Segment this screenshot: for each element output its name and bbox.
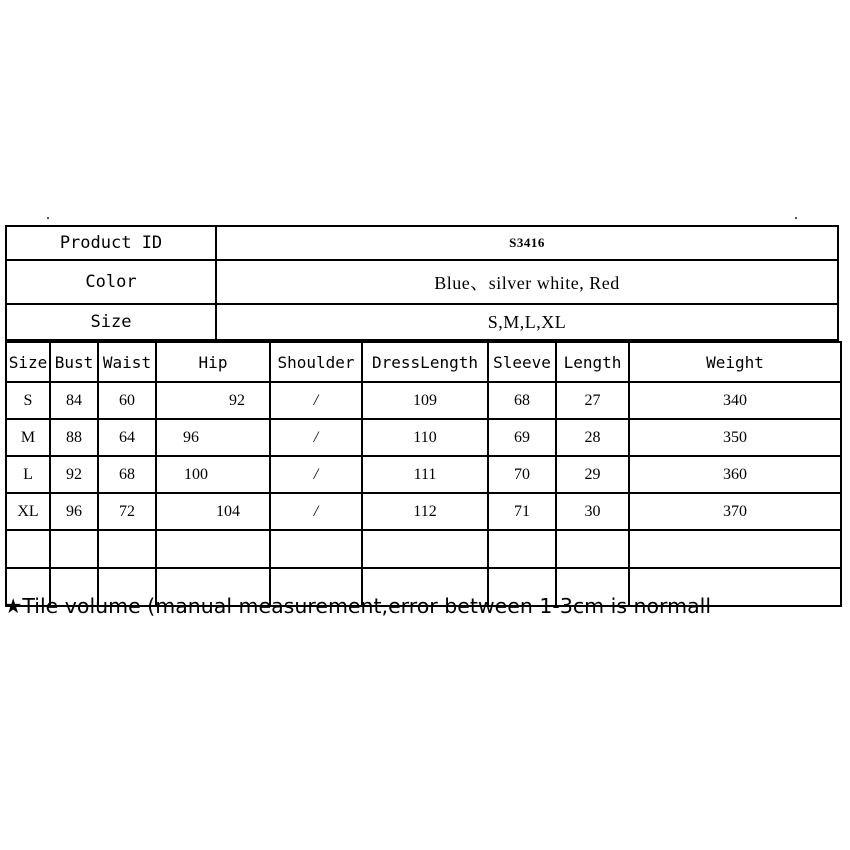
cell-bust: 88 bbox=[50, 419, 98, 456]
cell-size: XL bbox=[6, 493, 50, 530]
table-row bbox=[6, 493, 841, 530]
empty-cell bbox=[362, 530, 488, 568]
cell-size: L bbox=[6, 456, 50, 493]
header-dresslength: DressLength bbox=[362, 342, 488, 382]
size-chart-header-row bbox=[6, 342, 841, 382]
size-chart-table bbox=[5, 341, 842, 607]
cell-shoulder: / bbox=[270, 419, 362, 456]
cell-bust: 96 bbox=[50, 493, 98, 530]
header-weight: Weight bbox=[629, 342, 841, 382]
empty-cell bbox=[556, 530, 629, 568]
cell-shoulder: / bbox=[270, 382, 362, 419]
cell-waist: 72 bbox=[98, 493, 156, 530]
empty-cell bbox=[50, 530, 98, 568]
cell-length: 28 bbox=[556, 419, 629, 456]
cell-dresslength: 111 bbox=[362, 456, 488, 493]
table-row bbox=[6, 419, 841, 456]
cell-sleeve: 71 bbox=[488, 493, 556, 530]
header-length: Length bbox=[556, 342, 629, 382]
product-id-value: S3416 bbox=[216, 226, 838, 260]
cell-bust: 92 bbox=[50, 456, 98, 493]
header-size: Size bbox=[6, 342, 50, 382]
cell-dresslength: 112 bbox=[362, 493, 488, 530]
cell-bust: 84 bbox=[50, 382, 98, 419]
cell-sleeve: 68 bbox=[488, 382, 556, 419]
cell-sleeve: 70 bbox=[488, 456, 556, 493]
size-value: S,M,L,XL bbox=[216, 304, 838, 340]
header-waist: Waist bbox=[98, 342, 156, 382]
table-row bbox=[6, 382, 841, 419]
cell-waist: 68 bbox=[98, 456, 156, 493]
cell-length: 30 bbox=[556, 493, 629, 530]
empty-cell bbox=[629, 530, 841, 568]
cell-weight: 370 bbox=[629, 493, 841, 530]
empty-cell bbox=[98, 530, 156, 568]
empty-cell bbox=[6, 530, 50, 568]
cell-waist: 64 bbox=[98, 419, 156, 456]
cell-weight: 360 bbox=[629, 456, 841, 493]
empty-cell bbox=[488, 530, 556, 568]
color-value: Blue、silver white, Red bbox=[216, 260, 838, 304]
cell-dresslength: 109 bbox=[362, 382, 488, 419]
empty-row bbox=[6, 530, 841, 568]
cell-hip: 100 bbox=[156, 456, 270, 493]
cell-length: 29 bbox=[556, 456, 629, 493]
cell-dresslength: 110 bbox=[362, 419, 488, 456]
cell-shoulder: / bbox=[270, 493, 362, 530]
cell-hip: 92 bbox=[156, 382, 270, 419]
header-sleeve: Sleeve bbox=[488, 342, 556, 382]
table-row bbox=[6, 456, 841, 493]
speck-left bbox=[47, 217, 49, 219]
product-id-label: Product ID bbox=[6, 226, 216, 260]
header-bust: Bust bbox=[50, 342, 98, 382]
cell-hip: 96 bbox=[156, 419, 270, 456]
cell-shoulder: / bbox=[270, 456, 362, 493]
cell-waist: 60 bbox=[98, 382, 156, 419]
cell-size: S bbox=[6, 382, 50, 419]
color-label: Color bbox=[6, 260, 216, 304]
product-id-row bbox=[6, 226, 838, 260]
cell-weight: 350 bbox=[629, 419, 841, 456]
cell-weight: 340 bbox=[629, 382, 841, 419]
cell-hip: 104 bbox=[156, 493, 270, 530]
empty-cell bbox=[270, 530, 362, 568]
cell-size: M bbox=[6, 419, 50, 456]
header-shoulder: Shoulder bbox=[270, 342, 362, 382]
size-row bbox=[6, 304, 838, 340]
size-label: Size bbox=[6, 304, 216, 340]
measurement-note: ★Tile volume (manual measurement,error between 1-3cm is normall bbox=[4, 594, 712, 618]
speck-right bbox=[795, 217, 797, 219]
cell-sleeve: 69 bbox=[488, 419, 556, 456]
header-hip: Hip bbox=[156, 342, 270, 382]
cell-length: 27 bbox=[556, 382, 629, 419]
product-info-table bbox=[5, 225, 839, 341]
color-row bbox=[6, 260, 838, 304]
empty-cell bbox=[156, 530, 270, 568]
